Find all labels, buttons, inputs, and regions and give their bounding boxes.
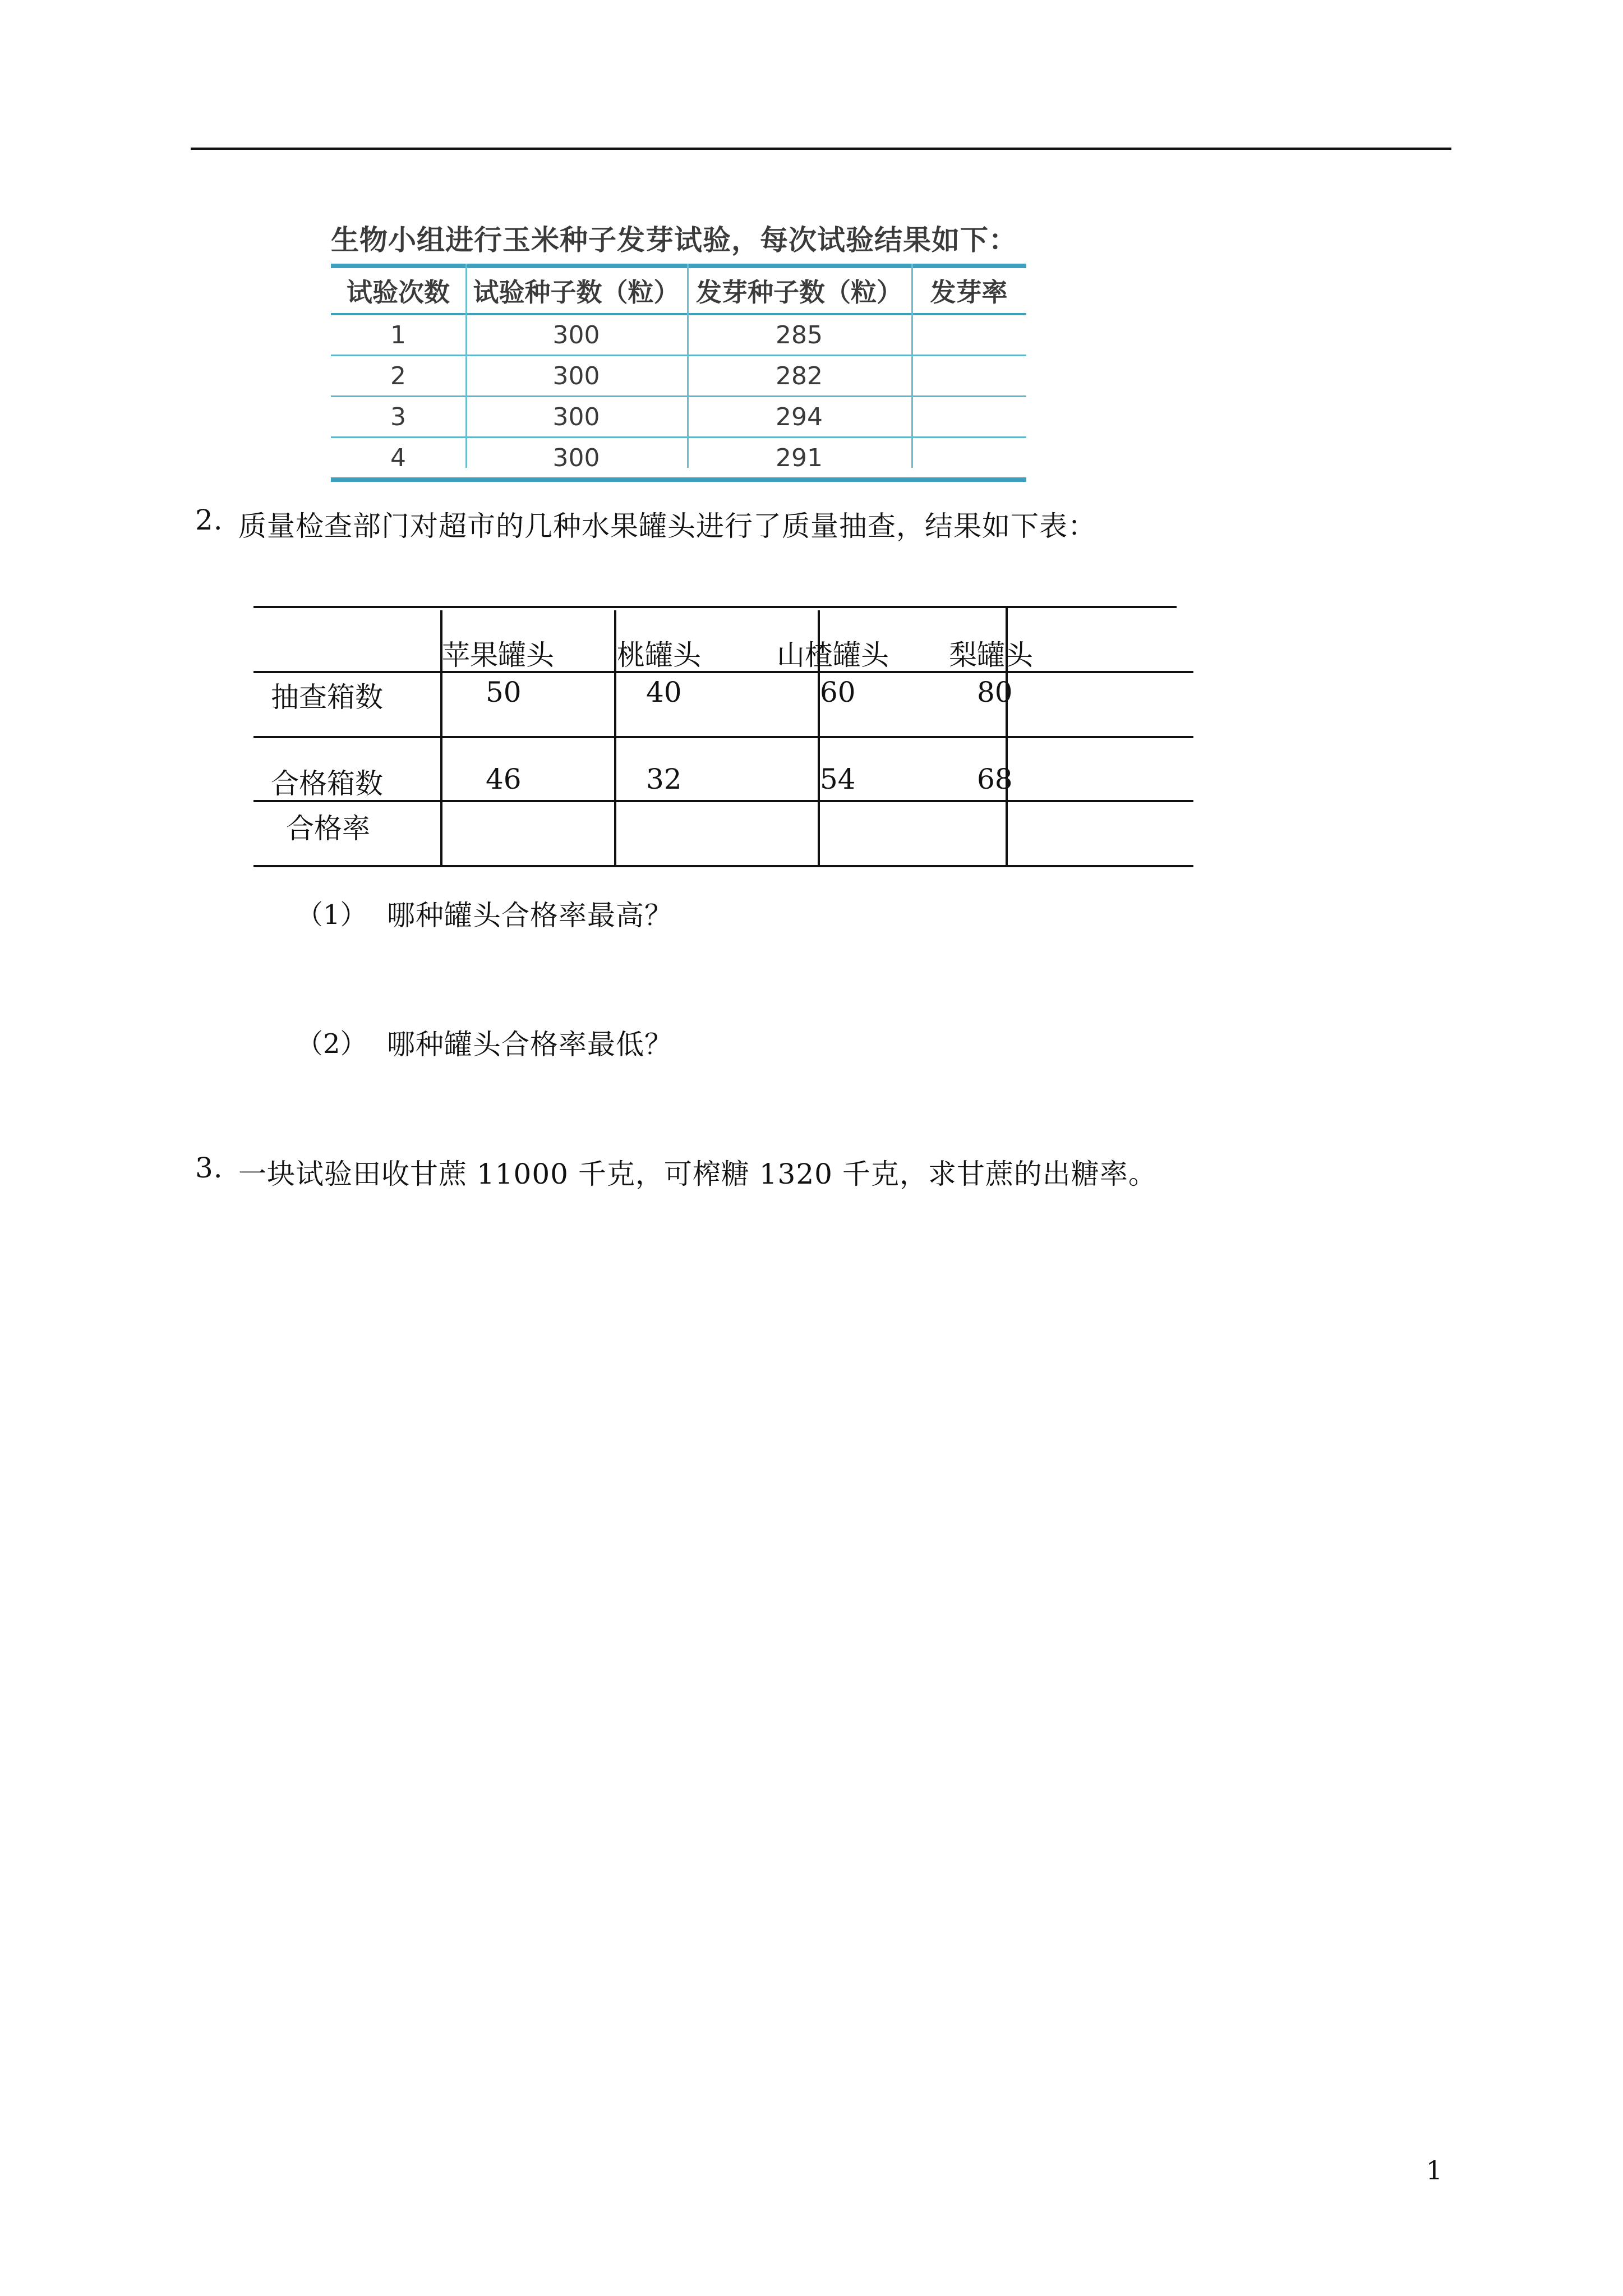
table1-divider (687, 264, 689, 468)
cell-sampled-hawthorn: 60 (820, 676, 856, 708)
table-row (331, 356, 1026, 397)
subquestion-2-number: （2） (296, 1028, 367, 1060)
table1-divider (465, 264, 467, 468)
cell-qualified-hawthorn: 54 (820, 763, 856, 795)
cell: 285 (776, 320, 823, 349)
subquestion-2-text: 哪种罐头合格率最低？ (387, 1028, 673, 1061)
column-header-hawthorn: 山楂罐头 (777, 639, 889, 671)
header-cell: 发芽率 (930, 277, 1008, 307)
table-row (331, 438, 1026, 482)
cell: 282 (776, 361, 823, 390)
cell: 300 (552, 443, 600, 472)
table-header-row (331, 264, 1026, 315)
question-3-number: 3. (195, 1152, 223, 1184)
cell-qualified-apple: 46 (486, 763, 522, 795)
cell: 300 (552, 361, 600, 390)
question-3-text: 一块试验田收甘蔗 11000 千克，可榨糖 1320 千克，求甘蔗的出糖率。 (238, 1158, 1157, 1190)
header-cell: 试验种子数（粒） (473, 277, 680, 307)
question-2-number: 2. (195, 504, 223, 536)
page-number: 1 (1426, 2155, 1442, 2185)
question-2-text: 质量检查部门对超市的几种水果罐头进行了质量抽查，结果如下表： (238, 510, 1096, 542)
table2-bottom-rule (253, 865, 1193, 867)
header-rule (191, 148, 1451, 150)
cell-qualified-peach: 32 (646, 763, 682, 795)
cell-sampled-peach: 40 (646, 676, 682, 708)
table2-top-rule (253, 606, 1177, 608)
cell-qualified-pear: 68 (977, 763, 1013, 795)
header-cell: 发芽种子数（粒） (696, 277, 902, 307)
subquestion-1-text: 哪种罐头合格率最高？ (387, 899, 673, 932)
table1-divider (911, 264, 913, 468)
cell: 300 (552, 320, 600, 349)
table1-caption: 生物小组进行玉米种子发芽试验，每次试验结果如下： (331, 224, 1017, 256)
header-cell: 试验次数 (347, 277, 450, 307)
cell: 2 (390, 361, 406, 390)
row-label-rate: 合格率 (286, 812, 370, 845)
column-header-peach: 桃罐头 (617, 639, 701, 671)
table-row (331, 397, 1026, 438)
subquestion-1-number: （1） (296, 899, 367, 931)
cell-sampled-pear: 80 (977, 676, 1013, 708)
table2-rule (253, 800, 1193, 802)
row-label-sampled: 抽查箱数 (271, 681, 383, 714)
table2-rule (253, 736, 1193, 738)
row-label-qualified: 合格箱数 (271, 767, 383, 800)
cell: 1 (390, 320, 406, 349)
table2-column-divider (614, 610, 616, 866)
cell: 294 (776, 402, 823, 431)
table-row (331, 315, 1026, 356)
cell-sampled-apple: 50 (486, 676, 522, 708)
cell: 291 (776, 443, 823, 472)
germination-table (331, 264, 1026, 482)
column-header-pear: 梨罐头 (949, 639, 1033, 671)
cell: 3 (390, 402, 406, 431)
table2-rule (253, 671, 1193, 673)
cell: 300 (552, 402, 600, 431)
column-header-apple: 苹果罐头 (442, 639, 554, 671)
cell: 4 (390, 443, 406, 472)
